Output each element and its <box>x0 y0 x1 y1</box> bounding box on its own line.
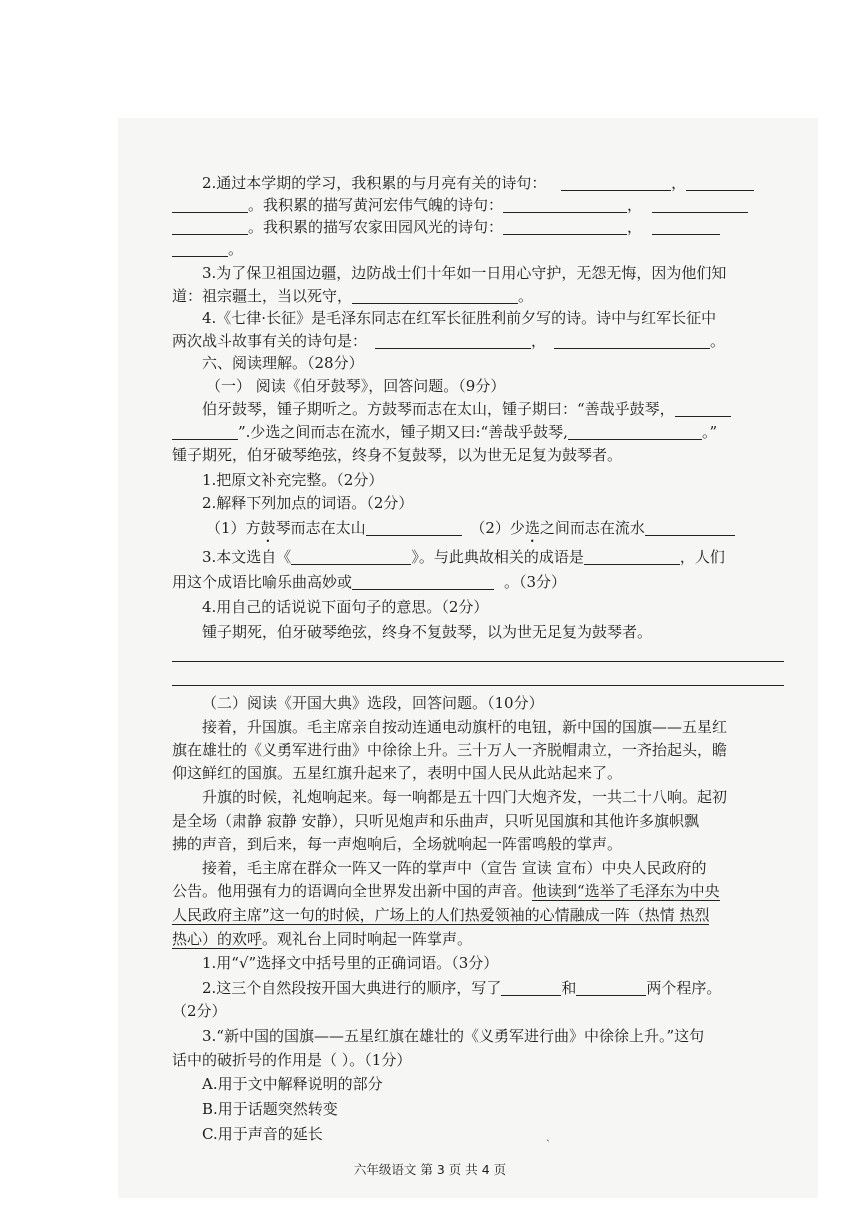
q2a-text: 琴而志在太山 <box>275 519 366 537</box>
period: 。 <box>228 240 244 258</box>
comma: ， <box>627 196 643 214</box>
pen-mark: ˏ <box>546 1128 550 1142</box>
q3-line1: 3.为了保卫祖国边疆，边防战士们十年如一日用心守护，无怨无悔，因为他们知 <box>202 264 727 282</box>
part2-q2-score: （2分） <box>172 1002 227 1020</box>
answer-blank[interactable] <box>291 548 411 565</box>
part1-q1: 1.把原文补充完整。（2分） <box>202 471 384 489</box>
dotted-word: 鼓 <box>260 519 276 537</box>
answer-blank[interactable] <box>172 240 228 257</box>
q2-text: 。我积累的描写农家田园风光的诗句： <box>248 218 504 236</box>
p2-line2: 是全场（肃静 寂静 安静），只听见炮声和乐曲声，只听见国旗和其他许多旗帜飘 <box>172 812 700 830</box>
answer-blank[interactable] <box>568 423 702 440</box>
p1-line2: 旗在雄壮的《义勇军进行曲》中徐徐上升。三十万人一齐脱帽肃立，一齐抬起头，瞻 <box>172 741 728 759</box>
section6-title: 六、阅读理解。（28分） <box>202 354 364 372</box>
answer-blank[interactable] <box>352 573 494 590</box>
answer-blank[interactable] <box>561 174 671 191</box>
q2-line4 <box>172 238 784 260</box>
answer-line[interactable] <box>172 685 784 686</box>
answer-blank[interactable] <box>375 332 531 349</box>
answer-blank[interactable] <box>501 979 561 996</box>
answer-blank[interactable] <box>652 196 748 213</box>
answer-blank[interactable] <box>503 218 627 235</box>
q4-text: 两次战斗故事有关的诗句是： <box>172 332 368 350</box>
part2-q3-line2: 话中的破折号的作用是（ ）。（1分） <box>172 1051 412 1069</box>
p3-line2 <box>172 880 784 902</box>
q4-line1: 4.《七律·长征》是毛泽东同志在红军长征胜利前夕写的诗。诗中与红军长征中 <box>202 309 717 327</box>
part2-q1: 1.用“√”选择文中括号里的正确词语。（3分） <box>202 954 499 972</box>
answer-line[interactable] <box>172 661 784 662</box>
p3-line1: 接着，毛主席在群众一阵又一阵的掌声中（宣告 宣读 宣布）中央人民政府的 <box>202 859 707 877</box>
q2-text: 两个程序。 <box>646 979 722 997</box>
option-a[interactable]: A.用于文中解释说明的部分 <box>202 1075 383 1093</box>
p1-line1: 接着，升国旗。毛主席亲自按动连通电动旗杆的电钮，新中国的国旗——五星红 <box>202 718 728 736</box>
q3-text: 用这个成语比喻乐曲高妙或 <box>172 573 353 591</box>
underlined-sentence: 他读到“选举了毛泽东为中央 <box>532 882 720 900</box>
q2-text: 。我积累的描写黄河宏伟气魄的诗句： <box>248 196 504 214</box>
q3-text: 。（3分） <box>504 573 567 591</box>
p3-line4 <box>172 928 784 950</box>
part2-title: （二）阅读《开国大典》选段，回答问题。（10分） <box>202 694 544 712</box>
q2-text: 2.通过本学期的学习，我积累的与月亮有关的诗句： <box>202 174 547 192</box>
q2b-text: （2）少 <box>470 519 525 537</box>
q2-line1 <box>202 172 784 194</box>
answer-blank[interactable] <box>576 979 646 996</box>
part1-q4-sentence: 锺子期死，伯牙破琴绝弦，终身不复鼓琴，以为世无足复为鼓琴者。 <box>202 623 653 641</box>
answer-blank[interactable] <box>584 548 680 565</box>
part2-q3-line1: 3.“新中国的国旗——五星红旗在雄壮的《义勇军进行曲》中徐徐上升。”这句 <box>202 1027 705 1045</box>
q3-line2 <box>172 285 784 307</box>
comma: ， <box>531 332 547 350</box>
p3-line3 <box>172 904 784 926</box>
passage-text: 伯牙鼓琴，锺子期听之。方鼓琴而志在太山，锺子期曰：“善哉乎鼓琴， <box>202 400 675 418</box>
comma: ， <box>627 218 643 236</box>
part2-q2 <box>202 977 784 999</box>
p3-text: 。观礼台上同时响起一阵掌声。 <box>262 930 473 948</box>
underlined-sentence: 热心）的欢呼 <box>172 930 263 948</box>
answer-blank[interactable] <box>172 196 248 213</box>
answer-blank[interactable] <box>554 332 710 349</box>
q2-line2 <box>172 194 784 216</box>
q2b-text: 之间而志在流水 <box>539 519 645 537</box>
q2-line3 <box>172 216 784 238</box>
part1-title: （一） 阅读《伯牙鼓琴》，回答问题。（9分） <box>206 377 506 395</box>
p2-line3: 拂的声音，到后来，每一声炮响后，全场就响起一阵雷鸣般的掌声。 <box>172 835 623 853</box>
comma: ， <box>671 174 687 192</box>
passage-text: 。” <box>701 423 718 441</box>
part1-q3-line2 <box>172 571 784 593</box>
period: 。 <box>710 332 726 350</box>
part1-q2-items <box>206 517 788 546</box>
answer-blank[interactable] <box>503 196 627 213</box>
passage1-line3: 锺子期死，伯牙破琴绝弦，终身不复鼓琴，以为世无足复为鼓琴者。 <box>172 446 623 464</box>
answer-blank[interactable] <box>366 519 462 536</box>
p3-text: 公告。他用强有力的语调向全世界发出新中国的声音。 <box>172 882 533 900</box>
option-b[interactable]: B.用于话题突然转变 <box>202 1100 338 1118</box>
q2a-text: （1）方 <box>206 519 261 537</box>
underlined-sentence: 人民政府主席”这一句的时候，广场上的人们热爱领袖的心情融成一阵（热情 热烈 <box>172 906 710 924</box>
p1-line3: 仰这鲜红的国旗。五星红旗升起来了，表明中国人民从此站起来了。 <box>172 764 623 782</box>
q3-text: 》。与此典故相关的成语是 <box>411 548 584 566</box>
dotted-word: 选 <box>524 519 540 537</box>
option-c[interactable]: C.用于声音的延长 <box>202 1125 323 1143</box>
q2-text: 和 <box>561 979 577 997</box>
page-footer: 六年级语文 第 3 页 共 4 页 <box>353 1162 507 1177</box>
passage-text: ”.少选之间而志在流水，锺子期又曰:“善哉乎鼓琴, <box>238 423 568 441</box>
part1-q3-line1 <box>202 546 784 568</box>
answer-blank[interactable] <box>686 174 754 191</box>
answer-blank[interactable] <box>675 400 731 417</box>
part1-q2: 2.解释下列加点的词语。（2分） <box>202 494 414 512</box>
part1-q4: 4.用自己的话说说下面句子的意思。（2分） <box>202 598 489 616</box>
answer-blank[interactable] <box>172 423 238 440</box>
q2-text: 2.这三个自然段按开国大典进行的顺序，写了 <box>202 979 502 997</box>
p2-line1: 升旗的时候，礼炮响起来。每一响都是五十四门大炮齐发，一共二十八响。起初 <box>202 788 728 806</box>
answer-blank[interactable] <box>172 218 248 235</box>
passage1-line2 <box>172 421 784 443</box>
answer-blank[interactable] <box>352 287 518 304</box>
passage1-line1 <box>202 398 784 420</box>
q3-text: 3.本文选自《 <box>202 548 292 566</box>
answer-blank[interactable] <box>652 218 720 235</box>
q4-line2 <box>172 330 784 352</box>
answer-blank[interactable] <box>645 519 735 536</box>
period: 。 <box>518 287 534 305</box>
q3-text: 道：祖宗疆土，当以死守， <box>172 287 353 305</box>
q3-text: ，人们 <box>679 548 725 566</box>
